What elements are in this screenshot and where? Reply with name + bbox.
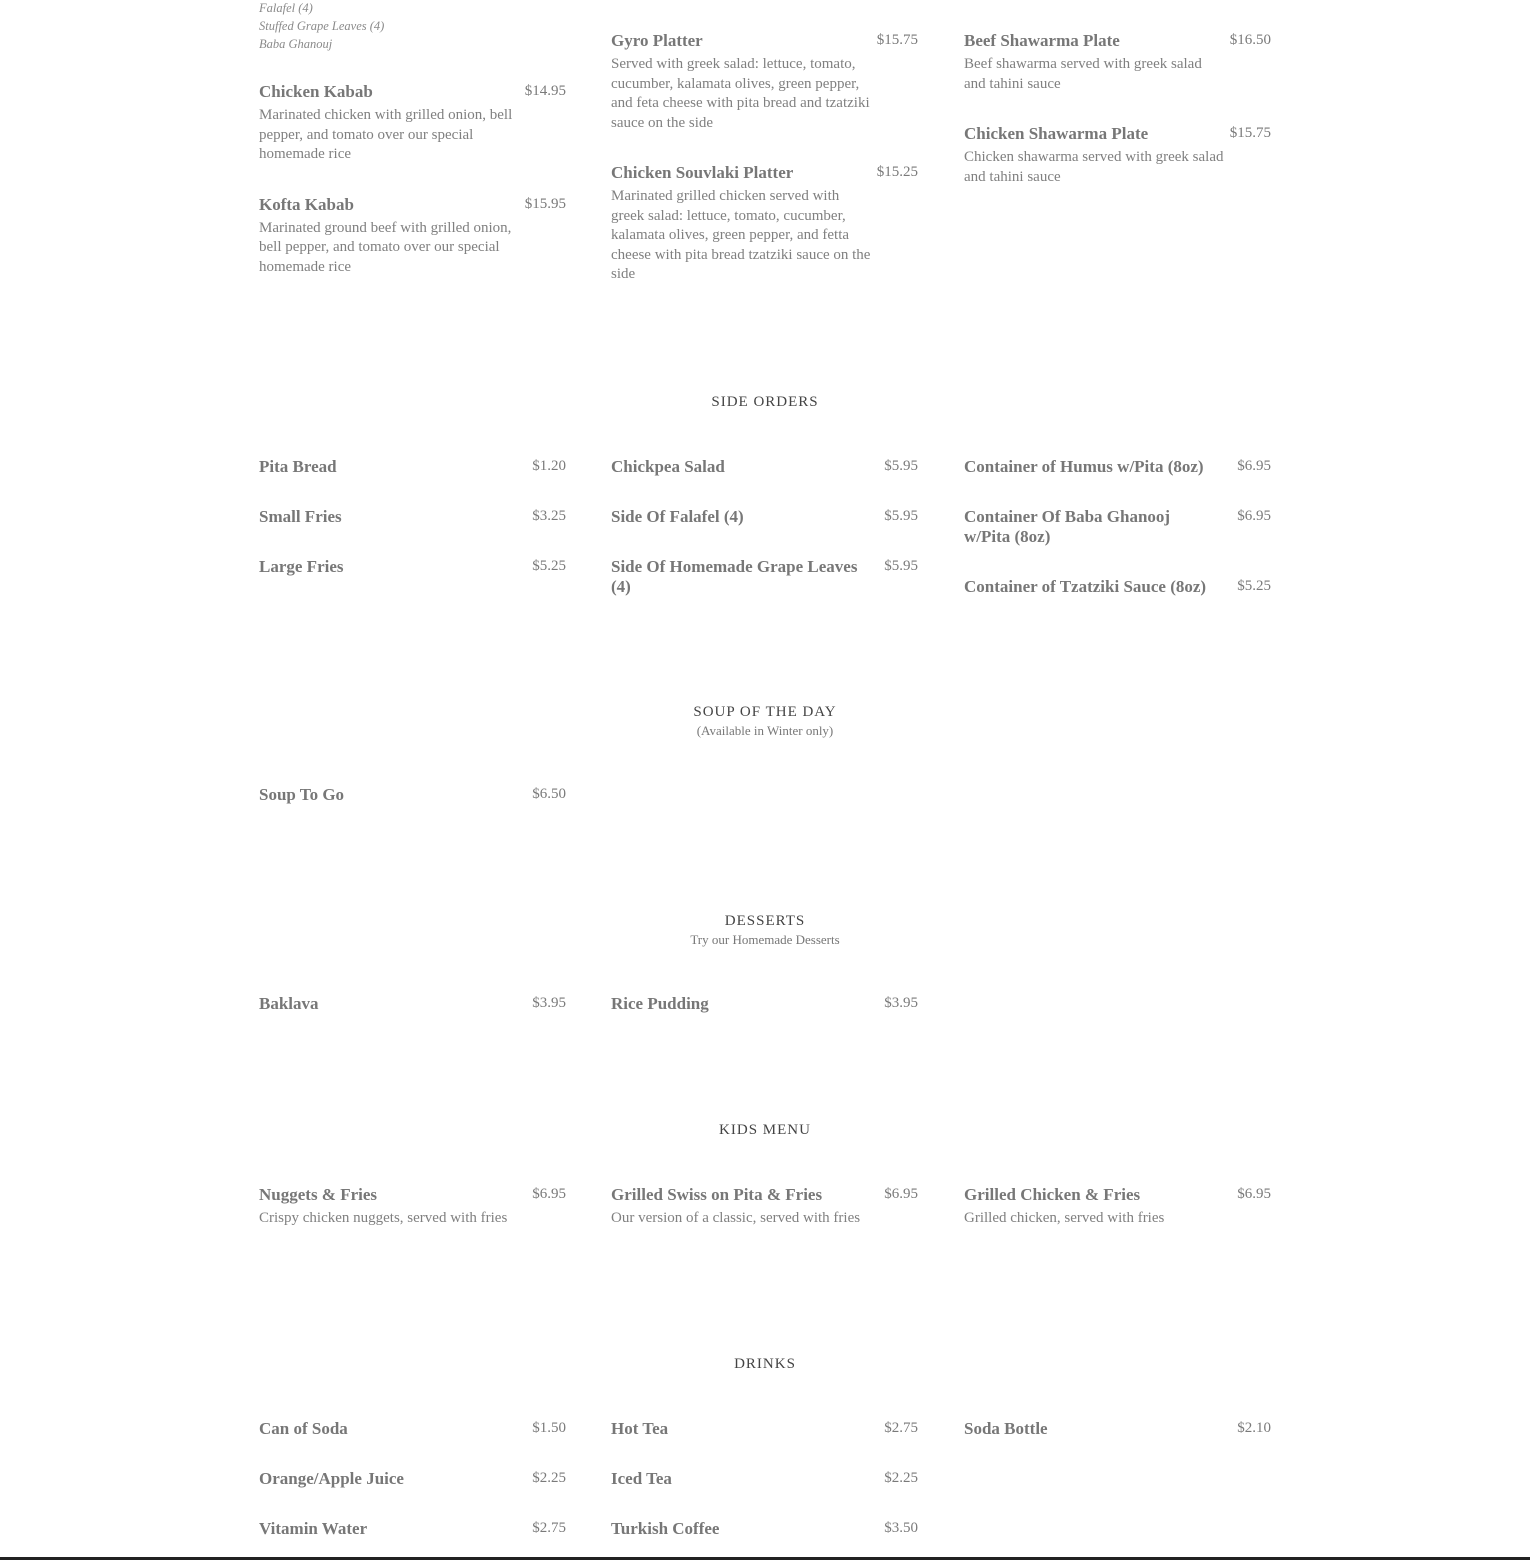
drinks-column-2	[611, 1419, 918, 1549]
menu-item[interactable]	[259, 195, 566, 278]
combo-includes-list	[259, 0, 559, 53]
item-name: Kofta Kabab	[259, 194, 354, 214]
menu-item[interactable]	[611, 1419, 918, 1469]
item-name: Container Of Baba Ghanooj w/Pita (8oz)	[964, 507, 1171, 546]
item-price: $6.95	[1237, 508, 1271, 524]
item-price: $15.75	[1229, 125, 1271, 141]
item-name: Rice Pudding	[611, 994, 709, 1013]
item-price: $15.95	[524, 195, 566, 212]
item-name: Large Fries	[259, 557, 344, 576]
item-price: $6.95	[884, 1186, 918, 1202]
item-name: Small Fries	[259, 507, 342, 526]
item-price: $2.25	[884, 1470, 918, 1486]
combo-include-item: Falafel (4)	[259, 1, 313, 15]
item-name: Can of Soda	[259, 1419, 348, 1438]
menu-item[interactable]	[964, 31, 1271, 94]
menu-item[interactable]	[964, 457, 1271, 507]
section-title-side-orders: SIDE ORDERS	[711, 394, 819, 410]
item-description: Our version of a classic, served with fries	[611, 1210, 861, 1226]
menu-item[interactable]	[611, 31, 918, 133]
kids-column-3	[964, 1185, 1271, 1229]
kids-column-2	[611, 1185, 918, 1229]
side-orders-column-2	[611, 457, 918, 607]
menu-item[interactable]	[259, 785, 566, 805]
item-name: Nuggets & Fries	[259, 1185, 378, 1204]
item-name: Baklava	[259, 994, 319, 1013]
item-name: Soda Bottle	[964, 1419, 1048, 1438]
item-name: Beef Shawarma Plate	[964, 31, 1120, 50]
menu-item[interactable]	[259, 994, 566, 1014]
item-description: Marinated chicken with grilled onion, bell pepper, and tomato over our special homemade rice	[259, 107, 513, 162]
item-name: Grilled Chicken & Fries	[964, 1185, 1141, 1204]
item-name: Iced Tea	[611, 1469, 672, 1488]
combo-include-item: Baba Ghanouj	[259, 37, 333, 51]
item-price: $14.95	[524, 83, 566, 99]
item-name: Side Of Homemade Grape Leaves (4)	[611, 557, 858, 596]
desserts-column-2	[611, 994, 918, 1014]
section-subtitle-soup: (Available in Winter only)	[696, 723, 834, 738]
menu-item[interactable]	[611, 557, 918, 607]
item-description: Marinated grilled chicken served with greek salad: lettuce, tomato, cucumber, kalamata olives, green pepper, and fetta cheese with pita bread tzatziki sauce on the side	[611, 188, 871, 282]
menu-item[interactable]	[964, 124, 1271, 187]
item-price: $6.95	[1237, 458, 1271, 474]
item-price: $1.50	[532, 1420, 566, 1436]
item-price: $3.95	[884, 995, 918, 1011]
item-price: $15.75	[876, 32, 918, 48]
item-price: $3.50	[884, 1520, 918, 1536]
menu-item[interactable]	[964, 1419, 1271, 1469]
item-description: Beef shawarma served with greek salad and tahini sauce	[964, 56, 1202, 92]
combo-include-item: Stuffed Grape Leaves (4)	[259, 19, 385, 33]
item-price: $5.25	[1237, 578, 1271, 594]
menu-item[interactable]	[259, 1469, 566, 1519]
item-price: $5.95	[884, 458, 918, 474]
item-price: $3.95	[532, 995, 566, 1011]
menu-item[interactable]	[259, 507, 566, 557]
platters-column-2	[611, 31, 918, 285]
platters-column-1	[259, 82, 566, 277]
item-description: Served with greek salad: lettuce, tomato, cucumber, kalamata olives, green pepper, and feta cheese with pita bread and tzatziki sauce on the side	[611, 56, 870, 131]
item-name: Turkish Coffee	[611, 1519, 720, 1538]
item-name: Chicken Kabab	[259, 82, 373, 101]
section-title-kids-menu: KIDS MENU	[719, 1122, 811, 1138]
drinks-column-1	[259, 1419, 566, 1549]
section-subtitle-desserts: Try our Homemade Desserts	[690, 932, 840, 947]
menu-item[interactable]	[259, 457, 566, 507]
item-price: $2.75	[884, 1420, 918, 1436]
menu-item[interactable]	[611, 1519, 918, 1549]
menu-item[interactable]	[611, 1469, 918, 1519]
menu-item[interactable]	[259, 1419, 566, 1469]
drinks-column-3	[964, 1419, 1271, 1469]
platters-column-3	[964, 31, 1271, 187]
item-price: $3.25	[532, 508, 566, 524]
item-price: $6.95	[532, 1186, 566, 1202]
item-price: $2.25	[532, 1470, 566, 1486]
item-description: Chicken shawarma served with greek salad and tahini sauce	[964, 149, 1224, 185]
section-title-soup: SOUP OF THE DAY	[693, 704, 837, 720]
kids-column-1	[259, 1185, 566, 1229]
item-price: $15.25	[876, 164, 918, 180]
menu-item[interactable]	[611, 507, 918, 557]
item-price: $6.50	[532, 786, 566, 802]
item-name: Chickpea Salad	[611, 457, 725, 476]
item-name: Chicken Souvlaki Platter	[611, 163, 794, 182]
item-name: Vitamin Water	[259, 1519, 368, 1538]
item-price: $16.50	[1229, 32, 1271, 48]
soup-column-1	[259, 785, 566, 805]
item-name: Chicken Shawarma Plate	[964, 124, 1149, 143]
item-price: $5.95	[884, 558, 918, 574]
item-price: $5.95	[884, 508, 918, 524]
item-price: $2.75	[532, 1520, 566, 1536]
item-price: $1.20	[532, 458, 566, 474]
item-description: Crispy chicken nuggets, served with fries	[259, 1210, 508, 1226]
menu-item[interactable]	[259, 557, 566, 607]
item-name: Gyro Platter	[611, 31, 703, 50]
menu-item[interactable]	[964, 1185, 1271, 1229]
menu-item[interactable]	[259, 1519, 566, 1549]
section-title-desserts: DESSERTS	[724, 913, 806, 929]
menu-item[interactable]	[611, 163, 918, 285]
item-description: Grilled chicken, served with fries	[964, 1210, 1165, 1226]
item-name: Grilled Swiss on Pita & Fries	[611, 1185, 823, 1204]
item-name: Pita Bread	[259, 457, 337, 476]
menu-item[interactable]	[611, 1185, 918, 1229]
item-name: Container of Humus w/Pita (8oz)	[964, 457, 1204, 476]
menu-item[interactable]	[964, 507, 1271, 577]
menu-item[interactable]	[259, 1185, 566, 1229]
item-name: Soup To Go	[259, 785, 345, 804]
item-description: Marinated ground beef with grilled onion, bell pepper, and tomato over our special homemade rice	[259, 219, 512, 275]
item-price: $5.25	[532, 558, 566, 574]
side-orders-column-3	[964, 457, 1271, 627]
item-name: Container of Tzatziki Sauce (8oz)	[964, 577, 1207, 596]
item-name: Hot Tea	[611, 1419, 669, 1438]
desserts-column-1	[259, 994, 566, 1014]
section-title-drinks: DRINKS	[734, 1356, 796, 1372]
item-name: Orange/Apple Juice	[259, 1469, 404, 1488]
item-price: $6.95	[1237, 1186, 1271, 1202]
menu-item[interactable]	[964, 577, 1271, 627]
side-orders-column-1	[259, 457, 566, 607]
item-price: $2.10	[1237, 1420, 1271, 1436]
menu-item[interactable]	[611, 994, 918, 1014]
menu-item[interactable]	[259, 82, 566, 165]
item-name: Side Of Falafel (4)	[611, 507, 744, 526]
menu-item[interactable]	[611, 457, 918, 507]
